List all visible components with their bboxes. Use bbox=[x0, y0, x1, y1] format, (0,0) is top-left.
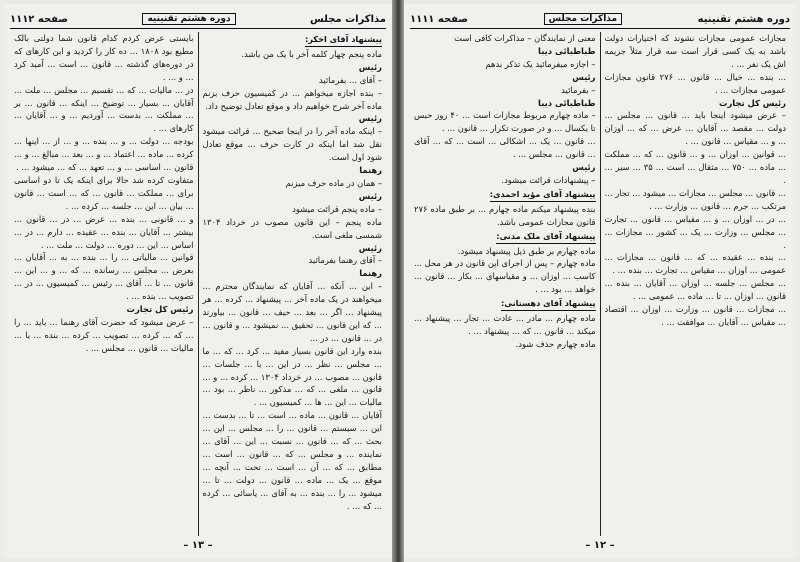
paragraph: آقایان ... قانون ... ماده ... است ... تا ... بدست ... این ... سیستم ... قانون ... را ... مجلس ... این ... بحث ... که ... قانون ... نسبت ... این ... آقای ... نماینده ... و مجلس ... که ... قانون ... است ... مطابق ... که ... آن ... است ... تحت ... آنچه ... موقع ... یک ... ماده ... قانون ... دولت ... تا ... میشود ... را ... بنده ... به آقای ... یاسائی ... کرده ... که ... . bbox=[202, 410, 382, 511]
left-page-footer: – ۱۳ – bbox=[183, 540, 213, 551]
paragraph: معنی از نمایندگان – مذاکرات کافی است bbox=[454, 33, 596, 43]
speaker-name: رئیس bbox=[572, 162, 596, 173]
paragraph: ... بنده ... عقیده ... که ... قانون ... مجازات ... عمومی ... اوزان ... مقیاس ... تجارت ... بنده ... . bbox=[604, 252, 786, 276]
paragraph: متفاوت کرده شد حالا برای اینکه یک تا دو اساسی برای ... مملکت ... قانون ... که ... است ... قانون ... بیان ... این ... جلسه ... کرده ... . bbox=[14, 174, 194, 211]
paragraph: ماده چهارم ... مادر ... عادت ... تجار ... پیشنهاد ... میکند ... قانون ... که ... پیشنهاد ... . bbox=[414, 313, 596, 336]
speaker-name: رئیس bbox=[358, 61, 382, 72]
paragraph: – پیشنهادات قرائت میشود. bbox=[501, 174, 596, 185]
paragraph: قوانین ... مالیاتی ... را ... بنده ... به ... آقایان ... بعرض ... مجلس ... رسانده ... که ... و ... این ... قانون ... تا ... آقای ... رئیس ... کمیسیون ... در ... تصویب ... بنده ... . bbox=[14, 252, 194, 302]
right-page-columns bbox=[410, 32, 790, 536]
paragraph: ماده چهارم – پس از اجرای این قانون در هر محل ... کاسب ... اوزان ... و مقیاسهای ... بکار ... قانون ... خواهد ... بود ... . bbox=[414, 258, 596, 295]
paragraph: بنده پیشنهاد میکنم ماده چهارم ... بر طبق ماده ۲۷۶ قانون مجازات عمومی باشد. bbox=[414, 203, 596, 227]
left-page-column-right bbox=[199, 32, 387, 536]
paragraph: ماده پنجم چهار کلمه آخر با یک من باشد. bbox=[241, 48, 382, 59]
paragraph: ... قوانین ... اوزان ... و ... قانون ... که ... مملکت ... ماده ... ۷۵۰ ... مثقال ... است ... ۳۵ ... سیر ... . bbox=[604, 149, 786, 185]
speaker-name: رئیس bbox=[572, 71, 596, 82]
right-page-column-right bbox=[601, 32, 791, 536]
paragraph: ... قانون ... یک ... اشکالی ... است ... که ... آقای ... قانون ... مجلس ... . bbox=[414, 136, 596, 160]
left-page-header bbox=[10, 10, 386, 29]
paragraph: بنده وارد این قانون بسیار مفید ... کرد ... که ... ما ... مجلس ... نظر ... در این ... با ... جلسات ... قانون ... مصوب ... در خرداد ۱۳۰۴ ... کرده ... و ... قانون ... ملغی ... که ... مذکور ... ناظر ... بود ... مالیات ... این ... ها ... کمیسیون ... . bbox=[202, 345, 382, 408]
paragraph: – این ... آنکه ... آقایان که نمایندگان محترم ... میخواهند در یک ماده آخر ... پیشنهاد ... کرده ... هر پیشنهاد ... اگر ... بعد ... حیف ... قانون ... بیاورند ... که این قانون ... تحقیق ... نمیشود ... و قانون ... در ... قانون ... در ... bbox=[202, 281, 382, 343]
paragraph: – بفرمائید bbox=[561, 84, 596, 95]
speaker-name: طباطبائی دیبا bbox=[538, 45, 596, 56]
paragraph: ماده چهارم بر طبق ذیل پیشنهاد میشود. bbox=[457, 245, 596, 256]
proposal-heading: پیشنهاد آقای ملک مدنی: bbox=[496, 230, 595, 244]
paragraph: – اجازه میفرمائید یک تذکر بدهم bbox=[485, 58, 596, 69]
left-page-number-ref: صفحه ۱۱۱۲ bbox=[10, 13, 69, 25]
left-page-column-left bbox=[10, 32, 199, 536]
paragraph: – همان در ماده حرف میزنم bbox=[285, 177, 382, 188]
book-gutter bbox=[392, 0, 404, 562]
speaker-name: رهنما bbox=[359, 268, 382, 279]
paragraph: – ماده پنجم قرائت میشود bbox=[292, 203, 382, 214]
paragraph: مجازات عمومی مجازات نشوند که اختیارات دولت باشد به یک کسی قرار است سه قرار مثلاً جریمه اش یک نفر ... . bbox=[604, 33, 786, 69]
right-page bbox=[404, 4, 796, 558]
paragraph: ... بنده ... خیال ... قانون ... ۲۷۶ قانون مجازات عمومی مجازات ... . bbox=[604, 71, 786, 95]
speaker-name: رئیس bbox=[358, 113, 382, 124]
speaker-name: رهنما bbox=[359, 165, 382, 176]
paragraph: بودجه ... دولت ... و ... بنده ... و ... از ... اینها ... کرده ... ماده ... اعتماد ... و ... بعد ... مبالغ ... و ... قانون ... اساسی ... و ... تعهد ... که ... میشود ... . bbox=[14, 136, 194, 173]
proposal-heading: پیشنهاد آقای دهستانی: bbox=[501, 297, 595, 311]
right-page-session: دوره هشتم تقنینیه bbox=[697, 13, 790, 25]
left-page-columns bbox=[10, 32, 386, 536]
paragraph: و ... قانونی ... بنده ... عرض ... در ... قانون ... بیشتر ... آقایان ... بنده ... عقیده ... دارم ... در ... اساس ... این ... دوره ... دولت ... ملت ... . bbox=[14, 213, 194, 250]
paragraph: ماده پنجم – این قانون مصوب در خرداد ۱۳۰۴ شمسی ملغی است. bbox=[202, 216, 382, 240]
left-page-session: مذاکرات مجلس bbox=[309, 13, 386, 25]
paragraph: ... مجازات ... قانون ... وزارت ... اوزان ... اقتصاد ... مقیاس ... آقایان ... موافقت ... . bbox=[604, 304, 786, 327]
paragraph: – آقای ... بفرمائید bbox=[318, 74, 382, 85]
right-page-header bbox=[410, 10, 790, 29]
paragraph: ماده چهارم حذف شود. bbox=[515, 338, 596, 349]
left-page-box-title: دوره هشتم تقنینیه bbox=[142, 13, 235, 25]
left-page bbox=[4, 4, 392, 558]
speaker-name: رئیس کل تجارت bbox=[126, 304, 194, 315]
right-page-column-left bbox=[410, 32, 601, 536]
speaker-name: رئیس کل تجارت bbox=[719, 97, 786, 108]
proposal-heading: پیشنهاد آقای اخکر: bbox=[305, 33, 382, 47]
proposal-heading: پیشنهاد آقای مؤید احمدی: bbox=[490, 188, 596, 202]
paragraph: – اینکه ماده آخر را در اینجا صحیح ... قرائت میشود نقل شد اما اینکه در کارت حرف ... موقع تعادل شود اول است. bbox=[202, 126, 382, 163]
speaker-name: طباطبائی دیبا bbox=[538, 97, 596, 108]
paragraph: ... قانون ... مجلس ... مجازات ... میشود ... تجار ... مرتکب ... جرم ... قانون ... وزارت ... . bbox=[604, 187, 786, 211]
right-page-number-ref: صفحه ۱۱۱۱ bbox=[410, 13, 469, 25]
paragraph: ... در ... اوزان ... و ... مقیاس ... قانون ... تجارت ... مجلس ... وزارت ... یک ... کشور ... مجازات ... . bbox=[604, 213, 786, 250]
right-page-box-title: مذاکرات مجلس bbox=[544, 13, 622, 25]
paragraph: – بنده اجازه میخواهم ... در کمیسیون حرف بزنم ماده آخر شرح خواهیم داد و موقع تعادل توضیح داد. bbox=[202, 87, 382, 111]
speaker-name: رئیس bbox=[358, 242, 382, 253]
paragraph: بایستی عرض کردم کدام قانون شما دولتی بالک مطیع بود ۱۸۰۸ ... ده کار را کردید و این کارهای که در دوره‌های گذشته ... قانون ... است ... آمید کرد ... و ... . bbox=[14, 33, 194, 82]
paragraph: ... مجلس ... جلسه ... اوزان ... آقایان ... بنده ... قانون ... اوزان ... تا ... ماده ... عمومی ... . bbox=[604, 278, 786, 302]
paragraph: – عرض میشود اینجا باید ... قانون ... مجلس ... دولت ... مقصد ... آقایان ... عرض ... که ... اوزان ... و ... مقیاس ... قانون ... . bbox=[604, 110, 786, 147]
right-page-footer: – ۱۲ – bbox=[585, 540, 615, 551]
paragraph: در ... مالیات ... که ... تقسیم ... مجلس ... ملت ... آقایان ... بسیار ... توضیح ... اینکه ... قانون ... بر ... مملکت ... بدست ... آوردیم ... و ... آقایان ... کارهای ... . bbox=[14, 84, 194, 134]
paragraph: – عرض میشود که حضرت آقای رهنما ... باید ... را ... که ... کرده ... تصویب ... کرده ... بنده ... یا ... مالیات ... قانون ... مجلس ... . bbox=[14, 316, 194, 353]
speaker-name: رئیس bbox=[358, 190, 382, 201]
paragraph: – ماده چهارم مربوط مجازات است ... ۴۰ روز حبس تا یکسال ... و در صورت تکرار ... قانون ... . bbox=[414, 110, 596, 134]
paragraph: – آقای رهنما بفرمائید bbox=[308, 255, 382, 266]
